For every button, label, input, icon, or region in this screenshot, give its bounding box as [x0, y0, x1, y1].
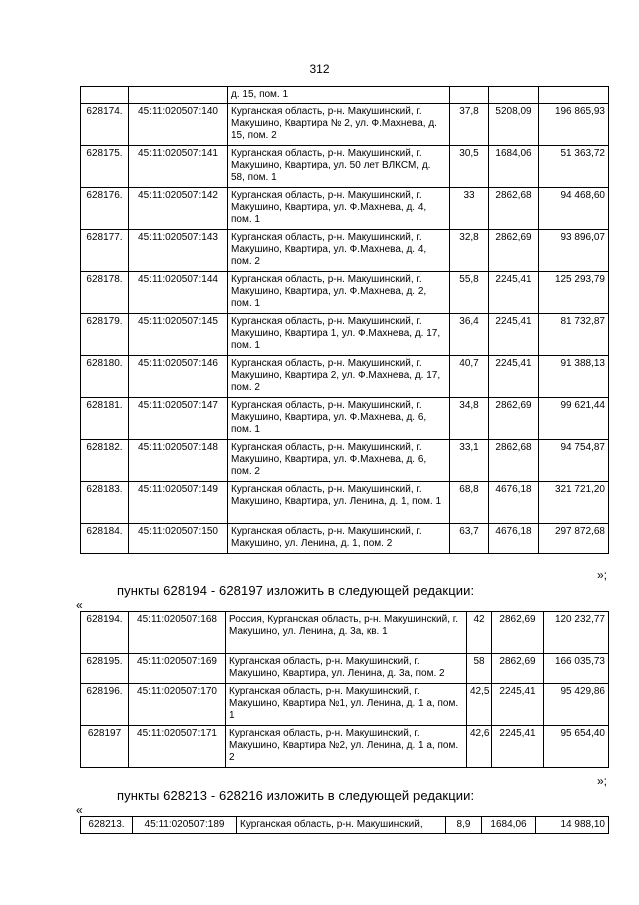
- area: 68,8: [450, 482, 489, 524]
- cadastral-number: 45:11:020507:146: [129, 356, 228, 398]
- area: 42,5: [467, 684, 492, 726]
- cadastral-value: 91 388,13: [539, 356, 609, 398]
- area: 34,8: [450, 398, 489, 440]
- table-1-body: [81, 87, 609, 554]
- address: Курганская область, р-н. Макушинский, г. Макушино, Квартира № 2, ул. Ф.Махнева, д. 15, пом. 2: [228, 104, 450, 146]
- cadastral-value: 196 865,93: [539, 104, 609, 146]
- area: 33: [450, 188, 489, 230]
- address: Россия, Курганская область, р-н. Макушинский, г. Макушино, ул. Ленина, д. 3а, кв. 1: [226, 612, 467, 654]
- unit-price: 2245,41: [489, 272, 539, 314]
- row-number: 628181.: [81, 398, 129, 440]
- address: Курганская область, р-н. Макушинский, г. Макушино, Квартира, ул. Ленина, д. 3а, пом. 2: [226, 654, 467, 684]
- address: Курганская область, р-н. Макушинский,: [237, 817, 446, 834]
- cadastral-number: 45:11:020507:168: [129, 612, 226, 654]
- table-row: [81, 87, 609, 104]
- cadastral-value: 125 293,79: [539, 272, 609, 314]
- amendment-instruction-1: пункты 628194 - 628197 изложить в следующей редакции:: [117, 583, 475, 598]
- unit-price: 2862,69: [489, 230, 539, 272]
- area: 32,8: [450, 230, 489, 272]
- unit-price: 2862,68: [489, 188, 539, 230]
- area: 40,7: [450, 356, 489, 398]
- row-number: 628196.: [81, 684, 129, 726]
- cadastral-number: 45:11:020507:143: [129, 230, 228, 272]
- address: Курганская область, р-н. Макушинский, г. Макушино, Квартира, ул. Ф.Махнева, д. 6, пом. 2: [228, 440, 450, 482]
- row-number: 628177.: [81, 230, 129, 272]
- area: 36,4: [450, 314, 489, 356]
- table-row: [81, 524, 609, 554]
- row-number: 628180.: [81, 356, 129, 398]
- unit-price: 2862,69: [489, 398, 539, 440]
- property-table-2: [80, 611, 609, 768]
- cadastral-number: 45:11:020507:144: [129, 272, 228, 314]
- cadastral-number: [129, 87, 228, 104]
- table-3-body: [81, 817, 609, 834]
- row-number: 628179.: [81, 314, 129, 356]
- table-row: [81, 104, 609, 146]
- table-row: [81, 726, 609, 768]
- cadastral-number: 45:11:020507:140: [129, 104, 228, 146]
- unit-price: 2245,41: [492, 684, 544, 726]
- cadastral-value: 95 654,40: [544, 726, 609, 768]
- row-number: 628213.: [81, 817, 133, 834]
- area: 42,6: [467, 726, 492, 768]
- row-number: 628183.: [81, 482, 129, 524]
- closing-quote-1: »;: [596, 568, 607, 582]
- area: 58: [467, 654, 492, 684]
- unit-price: 2245,41: [492, 726, 544, 768]
- unit-price: 2245,41: [489, 356, 539, 398]
- opening-quote-1: «: [76, 598, 83, 612]
- row-number: 628184.: [81, 524, 129, 554]
- row-number: 628178.: [81, 272, 129, 314]
- cadastral-value: 81 732,87: [539, 314, 609, 356]
- cadastral-number: 45:11:020507:150: [129, 524, 228, 554]
- address: Курганская область, р-н. Макушинский, г. Макушино, Квартира 1, ул. Ф.Махнева, д. 17, пом. 1: [228, 314, 450, 356]
- area: 55,8: [450, 272, 489, 314]
- property-table-1: [80, 86, 609, 554]
- amendment-instruction-2: пункты 628213 - 628216 изложить в следующей редакции:: [117, 788, 475, 803]
- row-number: 628197: [81, 726, 129, 768]
- table-row: [81, 654, 609, 684]
- cadastral-number: 45:11:020507:142: [129, 188, 228, 230]
- cadastral-value: 166 035,73: [544, 654, 609, 684]
- unit-price: [489, 87, 539, 104]
- cadastral-number: 45:11:020507:148: [129, 440, 228, 482]
- unit-price: 4676,18: [489, 524, 539, 554]
- table-row: [81, 230, 609, 272]
- address: Курганская область, р-н. Макушинский, г. Макушино, Квартира №2, ул. Ленина, д. 1 а, пом. 2: [226, 726, 467, 768]
- page-number: 312: [309, 62, 330, 76]
- table-row: [81, 440, 609, 482]
- unit-price: 2862,69: [492, 654, 544, 684]
- address: Курганская область, р-н. Макушинский, г. Макушино, Квартира, ул. Ф.Махнева, д. 4, пом. 1: [228, 188, 450, 230]
- cadastral-value: 93 896,07: [539, 230, 609, 272]
- address: Курганская область, р-н. Макушинский, г. Макушино, ул. Ленина, д. 1, пом. 2: [228, 524, 450, 554]
- address: Курганская область, р-н. Макушинский, г. Макушино, Квартира №1, ул. Ленина, д. 1 а, пом. 1: [226, 684, 467, 726]
- table-2-body: [81, 612, 609, 768]
- row-number: 628195.: [81, 654, 129, 684]
- cadastral-value: [539, 87, 609, 104]
- address: Курганская область, р-н. Макушинский, г. Макушино, Квартира, ул. Ленина, д. 1, пом. 1: [228, 482, 450, 524]
- unit-price: 1684,06: [489, 146, 539, 188]
- table-row: [81, 612, 609, 654]
- cadastral-number: 45:11:020507:171: [129, 726, 226, 768]
- table-row: [81, 356, 609, 398]
- cadastral-value: 297 872,68: [539, 524, 609, 554]
- table-row: [81, 314, 609, 356]
- cadastral-value: 94 468,60: [539, 188, 609, 230]
- table-row: [81, 146, 609, 188]
- property-table-3: [80, 816, 609, 834]
- cadastral-value: 14 988,10: [536, 817, 609, 834]
- cadastral-number: 45:11:020507:147: [129, 398, 228, 440]
- cadastral-value: 99 621,44: [539, 398, 609, 440]
- address: Курганская область, р-н. Макушинский, г. Макушино, Квартира 2, ул. Ф.Махнева, д. 17, пом. 2: [228, 356, 450, 398]
- row-number: 628176.: [81, 188, 129, 230]
- area: 42: [467, 612, 492, 654]
- area: 33,1: [450, 440, 489, 482]
- row-number: 628174.: [81, 104, 129, 146]
- area: 8,9: [446, 817, 482, 834]
- row-number: 628175.: [81, 146, 129, 188]
- cadastral-value: 95 429,86: [544, 684, 609, 726]
- table-row: [81, 817, 609, 834]
- address: д. 15, пом. 1: [228, 87, 450, 104]
- unit-price: 1684,06: [482, 817, 536, 834]
- cadastral-value: 51 363,72: [539, 146, 609, 188]
- cadastral-value: 321 721,20: [539, 482, 609, 524]
- address: Курганская область, р-н. Макушинский, г. Макушино, Квартира, ул. Ф.Махнева, д. 4, пом. 2: [228, 230, 450, 272]
- table-row: [81, 272, 609, 314]
- cadastral-number: 45:11:020507:189: [133, 817, 237, 834]
- area: 30,5: [450, 146, 489, 188]
- unit-price: 2862,68: [489, 440, 539, 482]
- area: 37,8: [450, 104, 489, 146]
- closing-quote-2: »;: [596, 774, 607, 788]
- row-number: [81, 87, 129, 104]
- cadastral-value: 120 232,77: [544, 612, 609, 654]
- unit-price: 5208,09: [489, 104, 539, 146]
- row-number: 628194.: [81, 612, 129, 654]
- address: Курганская область, р-н. Макушинский, г. Макушино, Квартира, ул. Ф.Махнева, д. 2, пом. 1: [228, 272, 450, 314]
- unit-price: 2862,69: [492, 612, 544, 654]
- cadastral-number: 45:11:020507:145: [129, 314, 228, 356]
- unit-price: 2245,41: [489, 314, 539, 356]
- cadastral-number: 45:11:020507:149: [129, 482, 228, 524]
- row-number: 628182.: [81, 440, 129, 482]
- cadastral-number: 45:11:020507:170: [129, 684, 226, 726]
- table-row: [81, 684, 609, 726]
- cadastral-value: 94 754,87: [539, 440, 609, 482]
- area: [450, 87, 489, 104]
- table-row: [81, 188, 609, 230]
- address: Курганская область, р-н. Макушинский, г. Макушино, Квартира, ул. Ф.Махнева, д. 6, пом. 1: [228, 398, 450, 440]
- area: 63,7: [450, 524, 489, 554]
- cadastral-number: 45:11:020507:141: [129, 146, 228, 188]
- table-row: [81, 398, 609, 440]
- cadastral-number: 45:11:020507:169: [129, 654, 226, 684]
- opening-quote-2: «: [76, 803, 83, 817]
- address: Курганская область, р-н. Макушинский, г. Макушино, Квартира, ул. 50 лет ВЛКСМ, д. 58, пом. 1: [228, 146, 450, 188]
- table-row: [81, 482, 609, 524]
- unit-price: 4676,18: [489, 482, 539, 524]
